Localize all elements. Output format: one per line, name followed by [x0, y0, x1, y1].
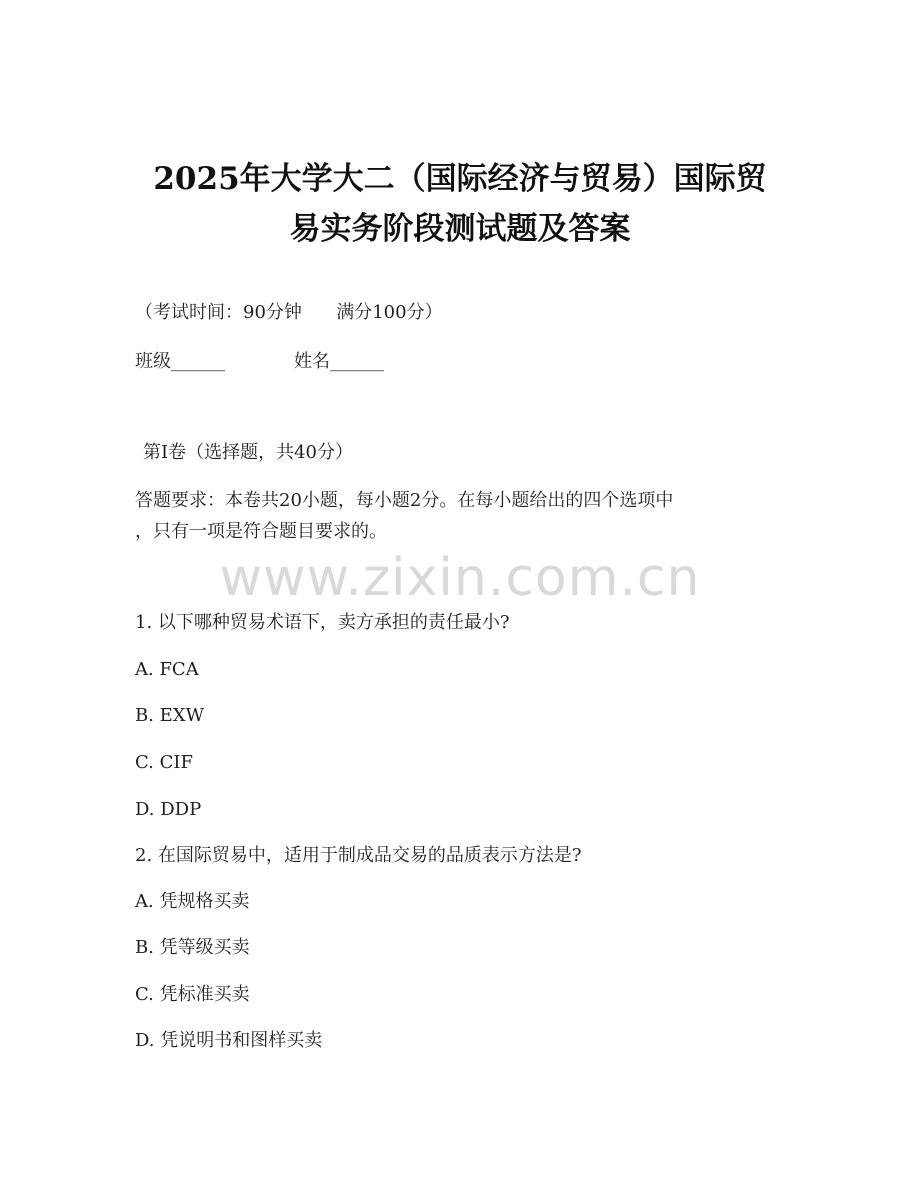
instructions-line-2: ，只有一项是符合题目要求的。: [135, 521, 387, 542]
class-field: 班级______: [135, 351, 225, 372]
instructions-line-1: 答题要求：本卷共20小题，每小题2分。在每小题给出的四个选项中: [135, 490, 674, 511]
section-heading: 第I卷（选择题，共40分）: [143, 442, 354, 463]
exam-info: （考试时间：90分钟 满分100分）: [135, 302, 443, 323]
option-d: D. 凭说明书和图样买卖: [135, 1030, 323, 1051]
name-field: 姓名______: [294, 351, 384, 372]
document-title-line-1: 2025年大学大二（国际经济与贸易）国际贸: [153, 161, 767, 197]
option-a: A. FCA: [135, 659, 199, 680]
option-c: C. 凭标准买卖: [135, 984, 250, 1005]
document-title-line-2: 易实务阶段测试题及答案: [289, 211, 631, 247]
question-stem: 1. 以下哪种贸易术语下，卖方承担的责任最小?: [135, 612, 510, 633]
option-d: D. DDP: [135, 799, 202, 820]
option-b: B. EXW: [135, 705, 205, 726]
option-c: C. CIF: [135, 752, 193, 773]
watermark: www.zixin.com.cn: [219, 548, 701, 608]
option-b: B. 凭等级买卖: [135, 937, 250, 958]
option-a: A. 凭规格买卖: [135, 891, 250, 912]
question-stem: 2. 在国际贸易中，适用于制成品交易的品质表示方法是?: [135, 845, 582, 866]
